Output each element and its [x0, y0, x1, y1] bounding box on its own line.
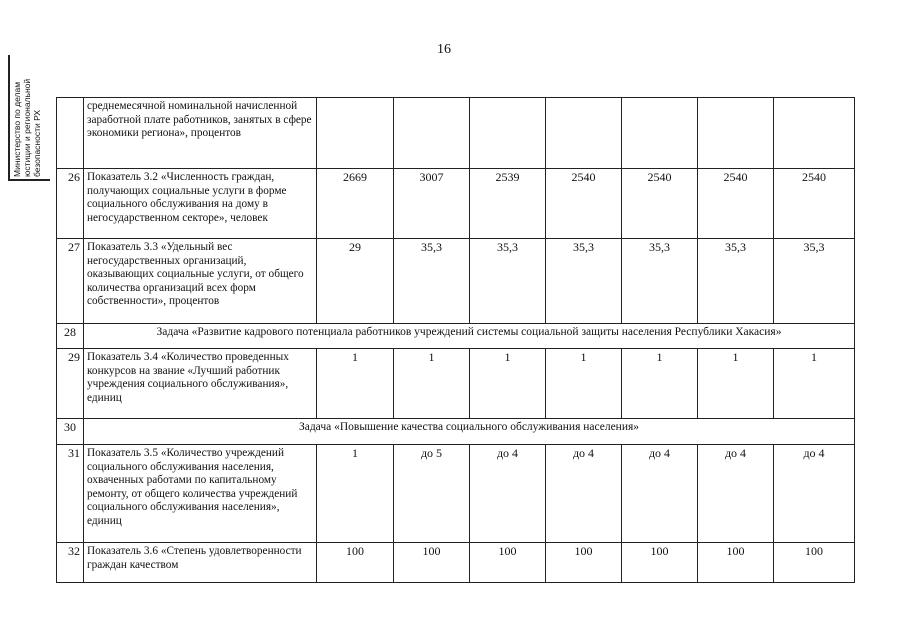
value-cell: до 4	[698, 445, 774, 543]
indicator-label: Показатель 3.4 «Количество проведенных конкурсов на звание «Лучший работник учреждения социального обслуживания», единиц	[84, 349, 317, 419]
value-cell: до 4	[546, 445, 622, 543]
row-number: 27	[57, 239, 84, 324]
value-cell	[698, 98, 774, 169]
value-cell: до 4	[622, 445, 698, 543]
row-number	[57, 98, 84, 169]
indicator-label: среднемесячной номинальной начисленной заработной плате работников, занятых в сфере экономики региона», процентов	[84, 98, 317, 169]
value-cell: 1	[774, 349, 855, 419]
table-row	[57, 239, 855, 324]
value-cell: 100	[470, 543, 546, 583]
value-cell: 3007	[394, 169, 470, 239]
value-cell: 2540	[546, 169, 622, 239]
row-number: 29	[57, 349, 84, 419]
value-cell: 1	[698, 349, 774, 419]
indicator-label: Показатель 3.2 «Численность граждан, получающих социальные услуги в форме социального обслуживания на дому в негосударственном секторе», человек	[84, 169, 317, 239]
row-number: 28	[57, 324, 84, 349]
stamp-line: юстиции и региональной	[22, 78, 32, 177]
value-cell: 1	[317, 349, 394, 419]
value-cell: до 4	[774, 445, 855, 543]
value-cell: 100	[698, 543, 774, 583]
value-cell: 2540	[698, 169, 774, 239]
value-cell: 2540	[774, 169, 855, 239]
table-row	[57, 98, 855, 169]
value-cell: 100	[622, 543, 698, 583]
value-cell: 100	[317, 543, 394, 583]
value-cell: 1	[546, 349, 622, 419]
row-number: 26	[57, 169, 84, 239]
value-cell: 29	[317, 239, 394, 324]
stamp-line: Министерство по делам	[12, 81, 22, 177]
table-row	[57, 445, 855, 543]
task-heading: Задача «Развитие кадрового потенциала работников учреждений системы социальной защиты населения Республики Хакасия»	[84, 324, 855, 349]
value-cell: до 5	[394, 445, 470, 543]
value-cell: 2669	[317, 169, 394, 239]
row-number: 31	[57, 445, 84, 543]
value-cell: 100	[546, 543, 622, 583]
task-row	[57, 324, 855, 349]
value-cell	[470, 98, 546, 169]
indicator-label: Показатель 3.6 «Степень удовлетворенности граждан качеством	[84, 543, 317, 583]
task-row	[57, 419, 855, 445]
value-cell: 35,3	[622, 239, 698, 324]
value-cell: 1	[394, 349, 470, 419]
indicator-label: Показатель 3.3 «Удельный вес негосударственных организаций, оказывающих социальные услуги, от общего количества организаций всех форм собственности», процентов	[84, 239, 317, 324]
value-cell: 100	[774, 543, 855, 583]
registration-stamp	[8, 55, 50, 181]
value-cell: 35,3	[394, 239, 470, 324]
value-cell: 1	[622, 349, 698, 419]
value-cell: 35,3	[470, 239, 546, 324]
value-cell: 2540	[622, 169, 698, 239]
page-number: 16	[437, 42, 451, 57]
row-number: 30	[57, 419, 84, 445]
table-row	[57, 349, 855, 419]
value-cell: 35,3	[698, 239, 774, 324]
value-cell: 2539	[470, 169, 546, 239]
table-row	[57, 169, 855, 239]
value-cell: 100	[394, 543, 470, 583]
indicator-label: Показатель 3.5 «Количество учреждений социального обслуживания населения, охваченных работами по капитальному ремонту, от общего количества учреждений социального обслуживания населения», единиц	[84, 445, 317, 543]
value-cell	[317, 98, 394, 169]
table-row	[57, 543, 855, 583]
value-cell: 35,3	[546, 239, 622, 324]
value-cell: 1	[470, 349, 546, 419]
stamp-line: безопасности РХ	[32, 109, 42, 177]
task-heading: Задача «Повышение качества социального обслуживания населения»	[84, 419, 855, 445]
value-cell	[546, 98, 622, 169]
row-number: 32	[57, 543, 84, 583]
value-cell	[774, 98, 855, 169]
indicators-table	[56, 97, 855, 583]
value-cell: 35,3	[774, 239, 855, 324]
value-cell	[622, 98, 698, 169]
value-cell: 1	[317, 445, 394, 543]
value-cell	[394, 98, 470, 169]
value-cell: до 4	[470, 445, 546, 543]
